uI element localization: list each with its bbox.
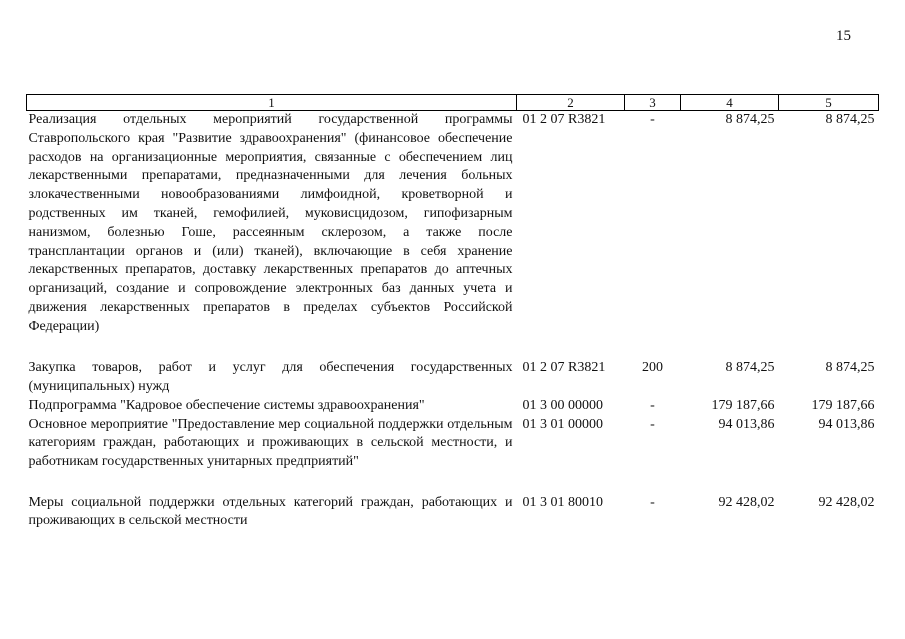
row-value-5: 8 874,25 <box>825 112 875 127</box>
row-code: 01 3 01 80010 <box>522 494 603 510</box>
row-group: - <box>650 416 655 432</box>
budget-table <box>26 94 879 531</box>
row-group: - <box>650 494 655 510</box>
row-value-4: 92 428,02 <box>718 494 775 510</box>
row-code: 01 2 07 R3821 <box>522 112 606 127</box>
column-header-2: 2 <box>517 95 625 111</box>
row-group: 200 <box>642 360 663 375</box>
table-row <box>27 359 879 397</box>
page-number: 15 <box>836 28 851 44</box>
row-value-4: 179 187,66 <box>711 397 775 413</box>
row-name: Реализация отдельных мероприятий государственной программы Ставропольского края "Развитие здравоохранения" (финансовое обеспечение расходов на организационные мероприятия, связанные с обеспечением лиц лекарственными препаратами, предназначенными для лечения больных злокачественными новообразованиями лимфоидной, кроветворной и родственных им тканей, гемофилией, муковисцидозом, гипофизарным нанизмом, болезнью Гоше, рассеянным склерозом, а также после трансплантации органов и (или) тканей), включающие в себя хранение лекарственных препаратов, доставку лекарственных препаратов до аптечных организаций, создание и сопровождение электронных баз данных учета и движения лекарственных препаратов в пределах субъектов Российской Федерации) <box>28 112 513 334</box>
row-value-4: 8 874,25 <box>725 360 775 375</box>
table-row <box>27 111 879 360</box>
row-name: Закупка товаров, работ и услуг для обеспечения государственных (муниципальных) нужд <box>28 360 513 394</box>
row-value-4: 94 013,86 <box>718 416 775 432</box>
row-value-5: 179 187,66 <box>811 397 875 413</box>
column-header-3: 3 <box>625 95 681 111</box>
table-row <box>27 397 879 416</box>
row-code: 01 3 01 00000 <box>522 416 603 432</box>
column-header-1: 1 <box>27 95 517 111</box>
row-code: 01 2 07 R3821 <box>522 360 606 375</box>
row-name: Меры социальной поддержки отдельных категорий граждан, работающих и проживающих в сельской местности <box>28 494 513 529</box>
table-header-row <box>27 95 879 111</box>
table-row <box>27 494 879 532</box>
table-row <box>27 416 879 494</box>
row-value-5: 92 428,02 <box>818 494 875 510</box>
row-group: - <box>650 112 655 127</box>
column-header-4: 4 <box>681 95 779 111</box>
row-value-5: 94 013,86 <box>818 416 875 432</box>
row-group: - <box>650 397 655 413</box>
row-name: Основное мероприятие "Предоставление мер социальной поддержки отдельным категориям граждан, работающих и проживающих в сельской местности, и работникам государственных унитарных предприятий" <box>28 416 513 470</box>
row-code: 01 3 00 00000 <box>522 397 603 413</box>
column-header-5: 5 <box>779 95 879 111</box>
row-value-4: 8 874,25 <box>725 112 775 127</box>
row-name: Подпрограмма "Кадровое обеспечение системы здравоохранения" <box>28 397 425 413</box>
row-value-5: 8 874,25 <box>825 360 875 375</box>
